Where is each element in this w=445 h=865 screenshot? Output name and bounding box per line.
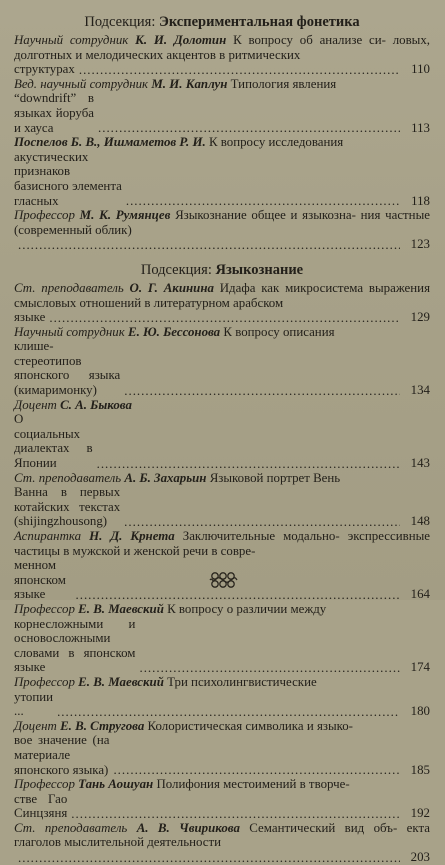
entry-last-line [14,412,430,470]
entry-title-part: К вопросу о различии между [167,601,327,616]
entry-text [14,719,430,734]
entry-last-line [14,690,430,719]
leader-dots [71,807,400,821]
entry-title-part: К вопросу описания [223,324,335,339]
author-role: Профессор [14,777,75,792]
toc-entry [14,325,430,398]
entry-last-line [14,733,430,777]
entry-title-part: выражения смысловых отношений в литературном арабском [14,280,431,310]
entry-title-end: языке [14,310,46,325]
leader-dots [79,63,400,77]
entry-text [14,675,430,690]
author-name: Н. Д. Крнета [89,529,175,543]
page-number: 148 [410,514,430,529]
entry-title-end: клише-стереотипов японского языка (кимаримонку) [14,339,121,398]
author-role: Научный сотрудник [14,324,125,339]
leader-dots [113,763,400,777]
author-name: А. Б. Захарьин [124,470,207,485]
entry-last-line [14,310,430,325]
entry-title-part: Типология явления [230,76,337,91]
page-number: 118 [411,193,430,208]
entry-title-end: вое значение (на материале японского языка) [14,733,110,777]
toc-entry [14,33,430,77]
author-role: Профессор [14,674,75,689]
page-number: 143 [410,456,430,471]
toc-entry [14,281,430,325]
author-name: Е. Ю. Бессонова [128,324,221,339]
entry-title-part: К вопросу об анализе си- [233,33,386,47]
section-prefix: Подсекция: [140,261,212,278]
author-role: Ст. преподаватель [14,820,128,835]
entry-title-part: екта глаголов мыслительной деятельности [14,820,430,850]
entry-title-end: менном японском языке [14,558,66,602]
entry-text [14,33,430,62]
leader-dots [139,661,400,675]
toc-entry [14,135,430,208]
author-role: Профессор [14,208,75,223]
section-entries-experimental-phonetics [14,33,430,252]
author-name: К. И. Долотин [135,33,227,47]
entry-text [14,208,430,237]
author-name: А. В. Чвирикова [136,820,240,835]
entry-text [14,325,430,340]
entry-title-part: ния частные (современный облик) [14,208,430,237]
leader-dots [126,194,400,208]
entry-title-end: структурах [14,62,75,77]
entry-title-end: Ванна в первых котайских текстах (shijingzhousong) [14,485,121,529]
page-number: 113 [411,120,430,135]
page-number: 192 [410,806,430,821]
entry-title-part: Идафа как микросистема [219,280,364,295]
toc-entry [14,77,430,135]
author-role: Доцент [14,397,57,412]
entry-last-line [14,91,430,135]
toc-entry [14,208,430,252]
entry-title-part: Колористическая символика и языко- [147,718,353,733]
toc-entry [14,529,430,602]
entry-title-end: корнесложными и основосложными словами в японском языке [14,616,136,675]
section-title-linguistics [14,262,430,279]
entry-last-line [14,485,430,529]
author-name: О. Г. Акинина [129,280,214,295]
author-role: Профессор [14,601,75,616]
author-name: М. К. Румянцев [79,208,171,223]
author-role: Ст. преподаватель [14,280,124,295]
entry-title-part: ловых, долготных и мелодических акцентов в ритмических [14,33,430,62]
entry-last-line [14,339,430,397]
entry-text [14,281,430,310]
entry-last-line [14,237,430,252]
author-name: Поспелов Б. В., Ишмаметов Р. И. [14,135,206,150]
leader-dots [124,384,400,398]
entry-last-line [14,150,430,208]
toc-entry [14,821,430,865]
entry-title-end: утопии ... [14,689,54,719]
page-number: 203 [410,850,430,865]
entry-last-line [14,617,430,675]
entry-title-end: стве Гао Синцзяня [14,791,68,821]
author-name: С. А. Быкова [60,397,132,412]
entry-title-part: Семантический вид объ- [249,820,398,835]
entry-title-part: Полифония местоимений в творче- [156,777,350,792]
entry-text [14,77,430,92]
toc-entry [14,471,430,529]
page-number: 129 [410,310,430,325]
section-prefix: Подсекция: [84,14,156,30]
leader-dots [124,515,400,529]
entry-text [14,471,430,486]
page-number: 180 [410,704,430,719]
leader-dots [18,851,400,865]
entry-title-part: Три психолингвистические [167,674,317,689]
entry-title-end: О социальных диалектах в Японии [14,412,93,471]
author-role: Научный сотрудник [14,33,129,47]
leader-dots [49,311,400,325]
entry-title-part: Языковой портрет Вень [209,470,341,485]
section-title-experimental-phonetics [14,14,430,31]
toc-entry [14,675,430,719]
page-number: 164 [410,587,430,602]
entry-title-part: Языкознание общее и языкозна- [175,208,356,223]
entry-title-part: Заключительные модально- [182,529,340,543]
page-number: 110 [411,62,430,77]
author-role: Аспирантка [14,529,82,543]
entry-last-line [14,62,430,77]
author-role: Вед. научный сотрудник [14,76,149,91]
entry-text [14,821,430,850]
page-number: 123 [410,237,430,252]
toc-entry [14,398,430,471]
table-of-contents [14,14,430,865]
author-name: Е. В. Маевский [78,601,164,616]
entry-text [14,529,430,558]
toc-entry [14,602,430,675]
author-role: Ст. преподаватель [14,470,122,485]
entry-text [14,602,430,617]
toc-entry [14,777,430,821]
entry-title-part: экспрессивные частицы в мужской и женской речи в совре- [14,529,430,558]
entry-last-line [14,850,430,865]
entry-text [14,135,430,150]
toc-entry [14,719,430,777]
author-name: Е. В. Маевский [78,674,164,689]
entry-title-end: акустических признаков базисного элемента гласных [14,149,122,208]
leader-dots [98,121,400,135]
page-number: 174 [410,660,430,675]
section-name: Экспериментальная фонетика [158,14,360,30]
entry-title-part: К вопросу исследования [208,135,344,150]
leader-dots [18,238,400,252]
leader-dots [97,457,400,471]
page-number: 134 [410,383,430,398]
section-name: Языкознание [215,261,304,278]
leader-dots [57,705,400,719]
author-role: Доцент [14,718,57,733]
author-name: Е. В. Стругова [60,718,145,733]
author-name: Тань Аошуан [78,777,154,792]
entry-last-line [14,792,430,821]
entry-text [14,398,430,413]
entry-title-end: “downdrift” в языках йоруба и хауса [14,91,94,135]
entry-text [14,777,430,792]
page-number: 185 [410,762,430,777]
ornament-icon [206,571,240,589]
author-name: М. И. Каплун [151,76,228,91]
